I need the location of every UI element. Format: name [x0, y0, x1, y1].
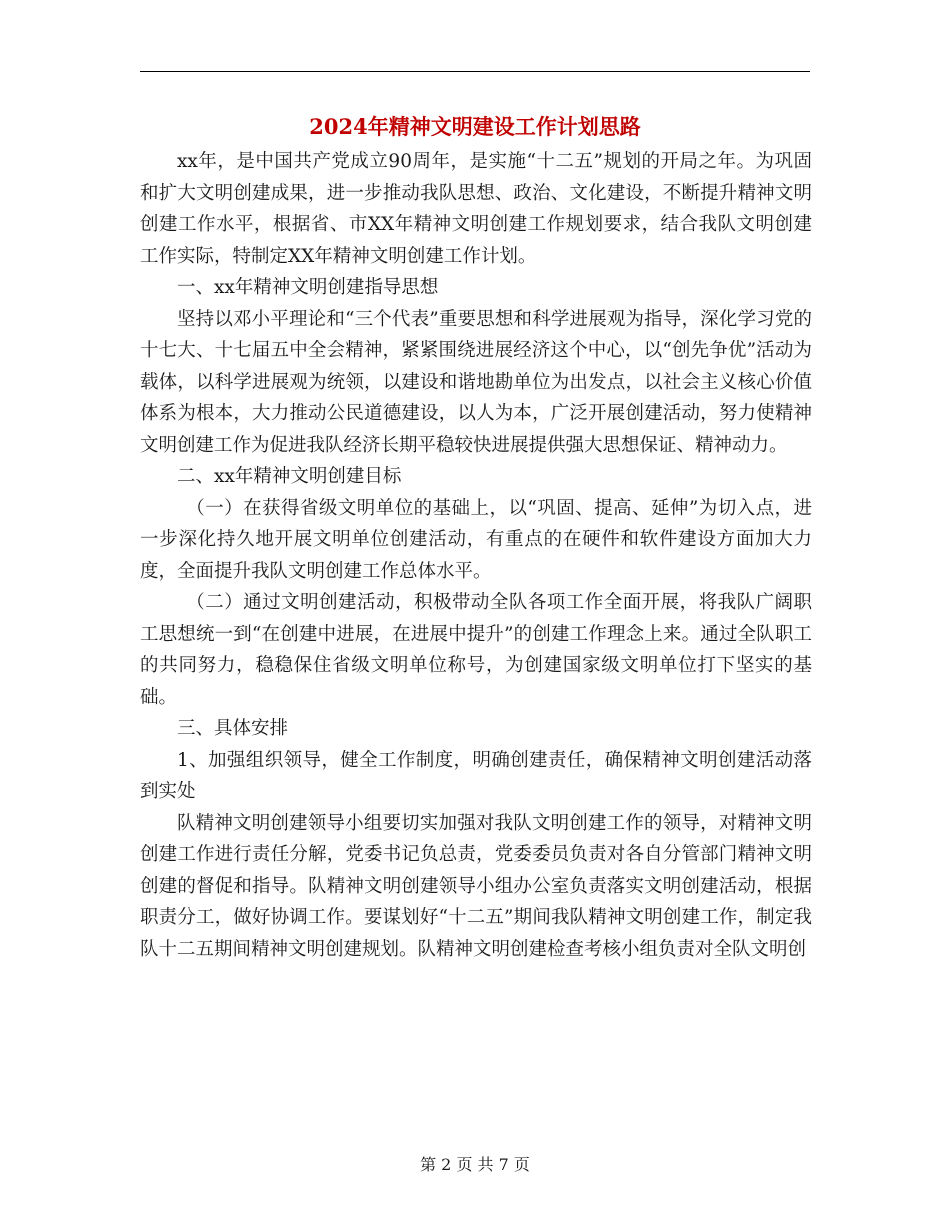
header-rule — [140, 71, 810, 72]
page-number: 第 2 页 共 7 页 — [420, 1155, 530, 1174]
goal-item-2: （二）通过文明创建活动，积极带动全队各项工作全面开展，将我队广阔职工思想统一到“在创建中进展，在进展中提升”的创建工作理念上来。通过全队职工的共同努力，稳稳保住省级文明单位称号，为创建国家级文明单位打下坚实的基础。 — [140, 592, 812, 708]
arrangement-item-1-paragraph: 队精神文明创建领导小组要切实加强对我队文明创建工作的领导，对精神文明创建工作进行责任分解，党委书记负总责，党委委员负责对各自分管部门精神文明创建的督促和指导。队精神文明创建领导小组办公室负责落实文明创建活动，根据职责分工，做好协调工作。要谋划好“十二五”期间我队精神文明创建工作，制定我队十二五期间精神文明创建规划。队精神文明创建检查考核小组负责对全队文明创 — [140, 812, 812, 960]
section-heading-arrangements: 三、具体安排 — [177, 718, 289, 739]
guiding-ideology-paragraph: 坚持以邓小平理论和“三个代表”重要思想和科学进展观为指导，深化学习党的十七大、十七届五中全会精神，紧紧围绕进展经济这个中心，以“创先争优”活动为载体，以科学进展观为统领，以建设和谐地勘单位为出发点，以社会主义核心价值体系为根本，大力推动公民道德建设，以人为本，广泛开展创建活动，努力使精神文明创建工作为促进我队经济长期平稳较快进展提供强大思想保证、精神动力。 — [140, 308, 812, 456]
arrangement-item-1-heading: 1、加强组织领导，健全工作制度，明确创建责任，确保精神文明创建活动落到实处 — [140, 749, 812, 802]
intro-paragraph: xx年，是中国共产党成立90周年，是实施“十二五”规划的开局之年。为巩固和扩大文明创建成果，进一步推动我队思想、政治、文化建设，不断提升精神文明创建工作水平，根据省、市XX年精神文明创建工作规划要求，结合我队文明创建工作实际，特制定XX年精神文明创建工作计划。 — [140, 151, 812, 267]
section-heading-guiding-ideology: 一、xx年精神文明创建指导思想 — [177, 277, 439, 298]
goal-item-1: （一）在获得省级文明单位的基础上，以“巩固、提高、延伸”为切入点，进一步深化持久地开展文明单位创建活动，有重点的在硬件和软件建设方面加大力度，全面提升我队文明创建工作总体水平。 — [140, 497, 812, 582]
document-title: 2024年精神文明建设工作计划思路 — [309, 114, 641, 139]
document-body — [140, 146, 812, 965]
section-heading-goals: 二、xx年精神文明创建目标 — [177, 466, 402, 487]
